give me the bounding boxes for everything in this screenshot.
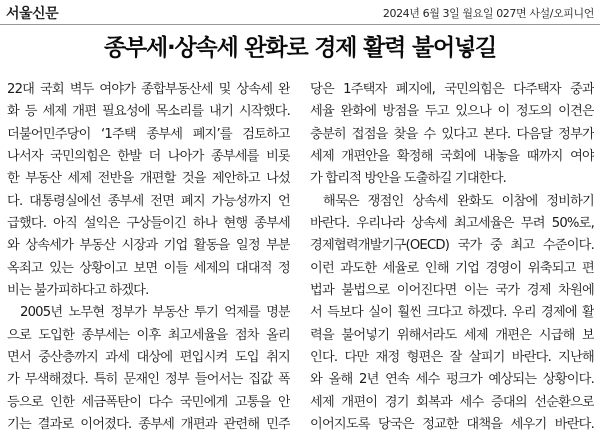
article-line: 비는 불가피하다고 하겠다. — [7, 283, 149, 299]
article-line: 으로 도입한 종부세는 이후 최고세율을 점차 올리 — [7, 327, 290, 343]
article-line: 법과 불법으로 이어진다면 이는 국가 경제 차원에 — [310, 283, 594, 299]
article-line: 해묵은 쟁점인 상속세 완화도 이참에 정비하기 — [323, 193, 594, 209]
article-line: 력을 불어넣기 위해서라도 세제 개편은 시급해 보 — [310, 327, 594, 343]
article-line: 화 등 세제 개편 필요성에 목소리를 내기 시작했다. — [7, 104, 290, 120]
article-line: 다. 대통령실에선 종부세 전면 폐지 가능성까지 언 — [7, 193, 290, 209]
article-line: 면서 중산층까지 과세 대상에 편입시켜 도입 취지 — [7, 350, 290, 366]
article-line: 가 무색해졌다. 특히 문재인 정부 들어서는 집값 폭 — [7, 372, 290, 388]
article-line: 나서자 국민의힘은 한발 더 나아가 종부세를 비롯 — [7, 149, 290, 165]
article-line: 급했다. 아직 설익은 구상들이긴 하나 현행 종부세 — [7, 216, 290, 232]
editorial-headline: 종부세·상속세 완화로 경제 활력 불어넣길 — [103, 35, 497, 61]
article-column-left — [7, 79, 290, 435]
issue-info: 2024년 6월 3일 월요일 027면 사설/오피니언 — [382, 7, 594, 20]
article-line: 인다. 다만 재정 형편은 잘 살피기 바란다. 지난해 — [310, 350, 594, 366]
article-line: 서 득보다 실이 훨씬 크다고 하겠다. 우리 경제에 활 — [310, 305, 594, 321]
article-line: 가 합리적 방안을 도출하길 기대한다. — [310, 171, 507, 187]
article-line: 세율 완화에 방점을 두고 있으나 이 정도의 이견은 — [310, 104, 594, 120]
article-line: 이어지도록 당국은 정교한 대책을 세우기 바란다. — [310, 417, 594, 433]
header-divider — [0, 24, 600, 25]
article-line: 세제 개편이 경기 회복과 세수 증대의 선순환으로 — [310, 394, 594, 410]
article-line: 더불어민주당이 ‘1주택 종부세 폐지’를 검토하고 — [7, 126, 290, 142]
article-line: 바란다. 우리나라 상속세 최고세율은 무려 50%로, — [310, 216, 594, 232]
article-line: 등으로 인한 세금폭탄이 다수 국민에게 고통을 안 — [7, 394, 290, 410]
article-line: 와 올해 2년 연속 세수 펑크가 예상되는 상황이다. — [310, 372, 594, 388]
article-line: 옥죄고 있는 상황이고 보면 이들 세제의 대대적 정 — [7, 260, 290, 276]
article-column-right — [310, 79, 594, 435]
article-line: 세제 개편안을 확정해 국회에 내놓을 때까지 여야 — [310, 149, 594, 165]
article-line: 와 상속세가 부동산 시장과 기업 활동을 일정 부분 — [7, 238, 290, 254]
article-line: 한 부동산 세제 전반을 개편할 것을 제안하고 나섰 — [7, 171, 290, 187]
article-line: 기는 결과로 이어졌다. 종부세 개편과 관련해 민주 — [7, 417, 290, 433]
article-line: 충분히 접점을 찾을 수 있다고 본다. 다음달 정부가 — [310, 126, 594, 142]
page-header — [0, 0, 600, 26]
article-line: 2005년 노무현 정부가 부동산 투기 억제를 명분 — [20, 305, 290, 321]
article-line: 이런 과도한 세율로 인해 기업 경영이 위축되고 편 — [310, 260, 594, 276]
article-line: 경제협력개발기구(OECD) 국가 중 최고 수준이다. — [310, 238, 594, 254]
article-line: 당은 1주택자 폐지에, 국민의힘은 다주택자 중과 — [310, 82, 594, 97]
article-line: 22대 국회 벽두 여야가 종합부동산세 및 상속세 완 — [7, 82, 290, 97]
newspaper-logo: 서울신문 — [6, 6, 59, 22]
